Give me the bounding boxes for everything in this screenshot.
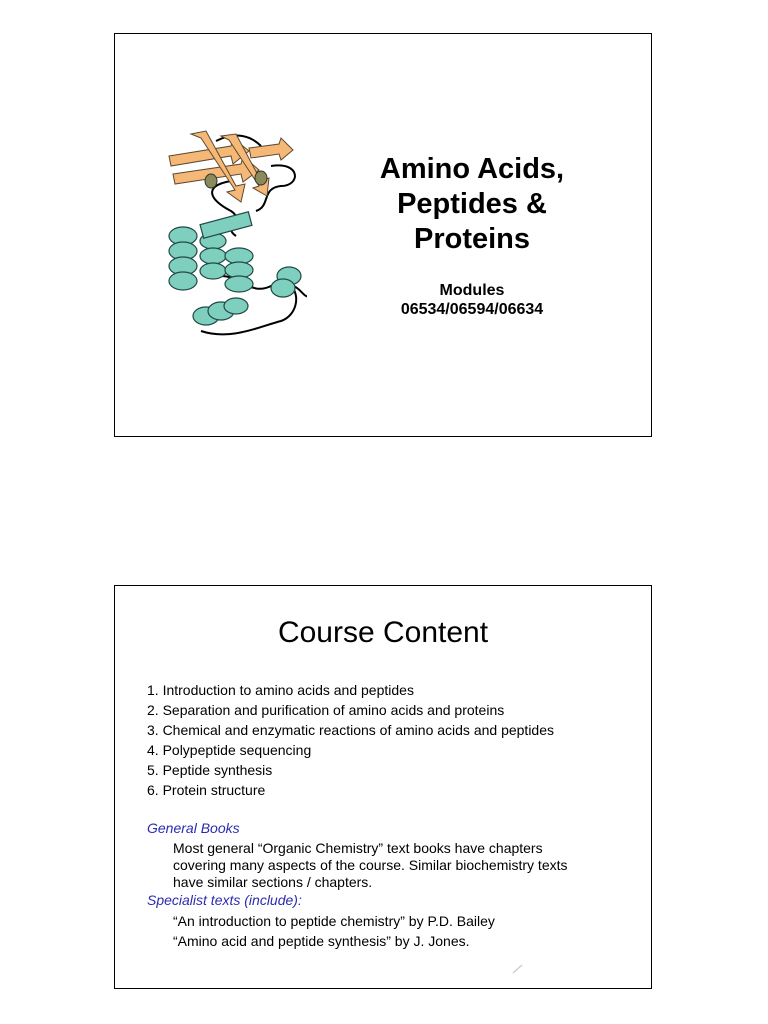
topic-item: 1. Introduction to amino acids and peptides xyxy=(147,682,414,698)
slide-title-line: Proteins xyxy=(413,223,531,255)
general-books-text xyxy=(173,840,613,891)
paragraph-line: have similar sections / chapters. xyxy=(173,874,373,890)
modules-info xyxy=(347,281,597,319)
course-content-title: Course Content xyxy=(277,616,489,649)
title-block xyxy=(347,152,597,319)
topic-item: 2. Separation and purification of amino acids and proteins xyxy=(147,702,505,718)
paragraph-line: Most general “Organic Chemistry” text books have chapters xyxy=(173,840,543,856)
protein-ribbon-image xyxy=(161,126,307,344)
topic-list xyxy=(147,680,554,800)
topic-item: 4. Polypeptide sequencing xyxy=(147,742,312,758)
specialist-texts-label: Specialist texts (include): xyxy=(147,892,302,908)
slide-title-line: Peptides & xyxy=(397,188,547,220)
modules-codes: 06534/06594/06634 xyxy=(400,301,544,318)
reference-item: “Amino acid and peptide synthesis” by J. Jones. xyxy=(173,933,470,949)
slide-title-line: Amino Acids, xyxy=(379,153,565,185)
title-slide xyxy=(114,33,652,437)
paragraph-line: covering many aspects of the course. Similar biochemistry texts xyxy=(173,857,568,873)
pen-mark-icon xyxy=(512,964,524,974)
slide-title xyxy=(347,152,597,257)
general-books-label: General Books xyxy=(147,820,240,836)
topic-item: 6. Protein structure xyxy=(147,782,266,798)
course-content-slide xyxy=(114,585,652,989)
modules-label: Modules xyxy=(439,282,505,299)
topic-item: 3. Chemical and enzymatic reactions of amino acids and peptides xyxy=(147,722,554,738)
topic-item: 5. Peptide synthesis xyxy=(147,762,273,778)
reference-item: “An introduction to peptide chemistry” by P.D. Bailey xyxy=(173,913,495,929)
